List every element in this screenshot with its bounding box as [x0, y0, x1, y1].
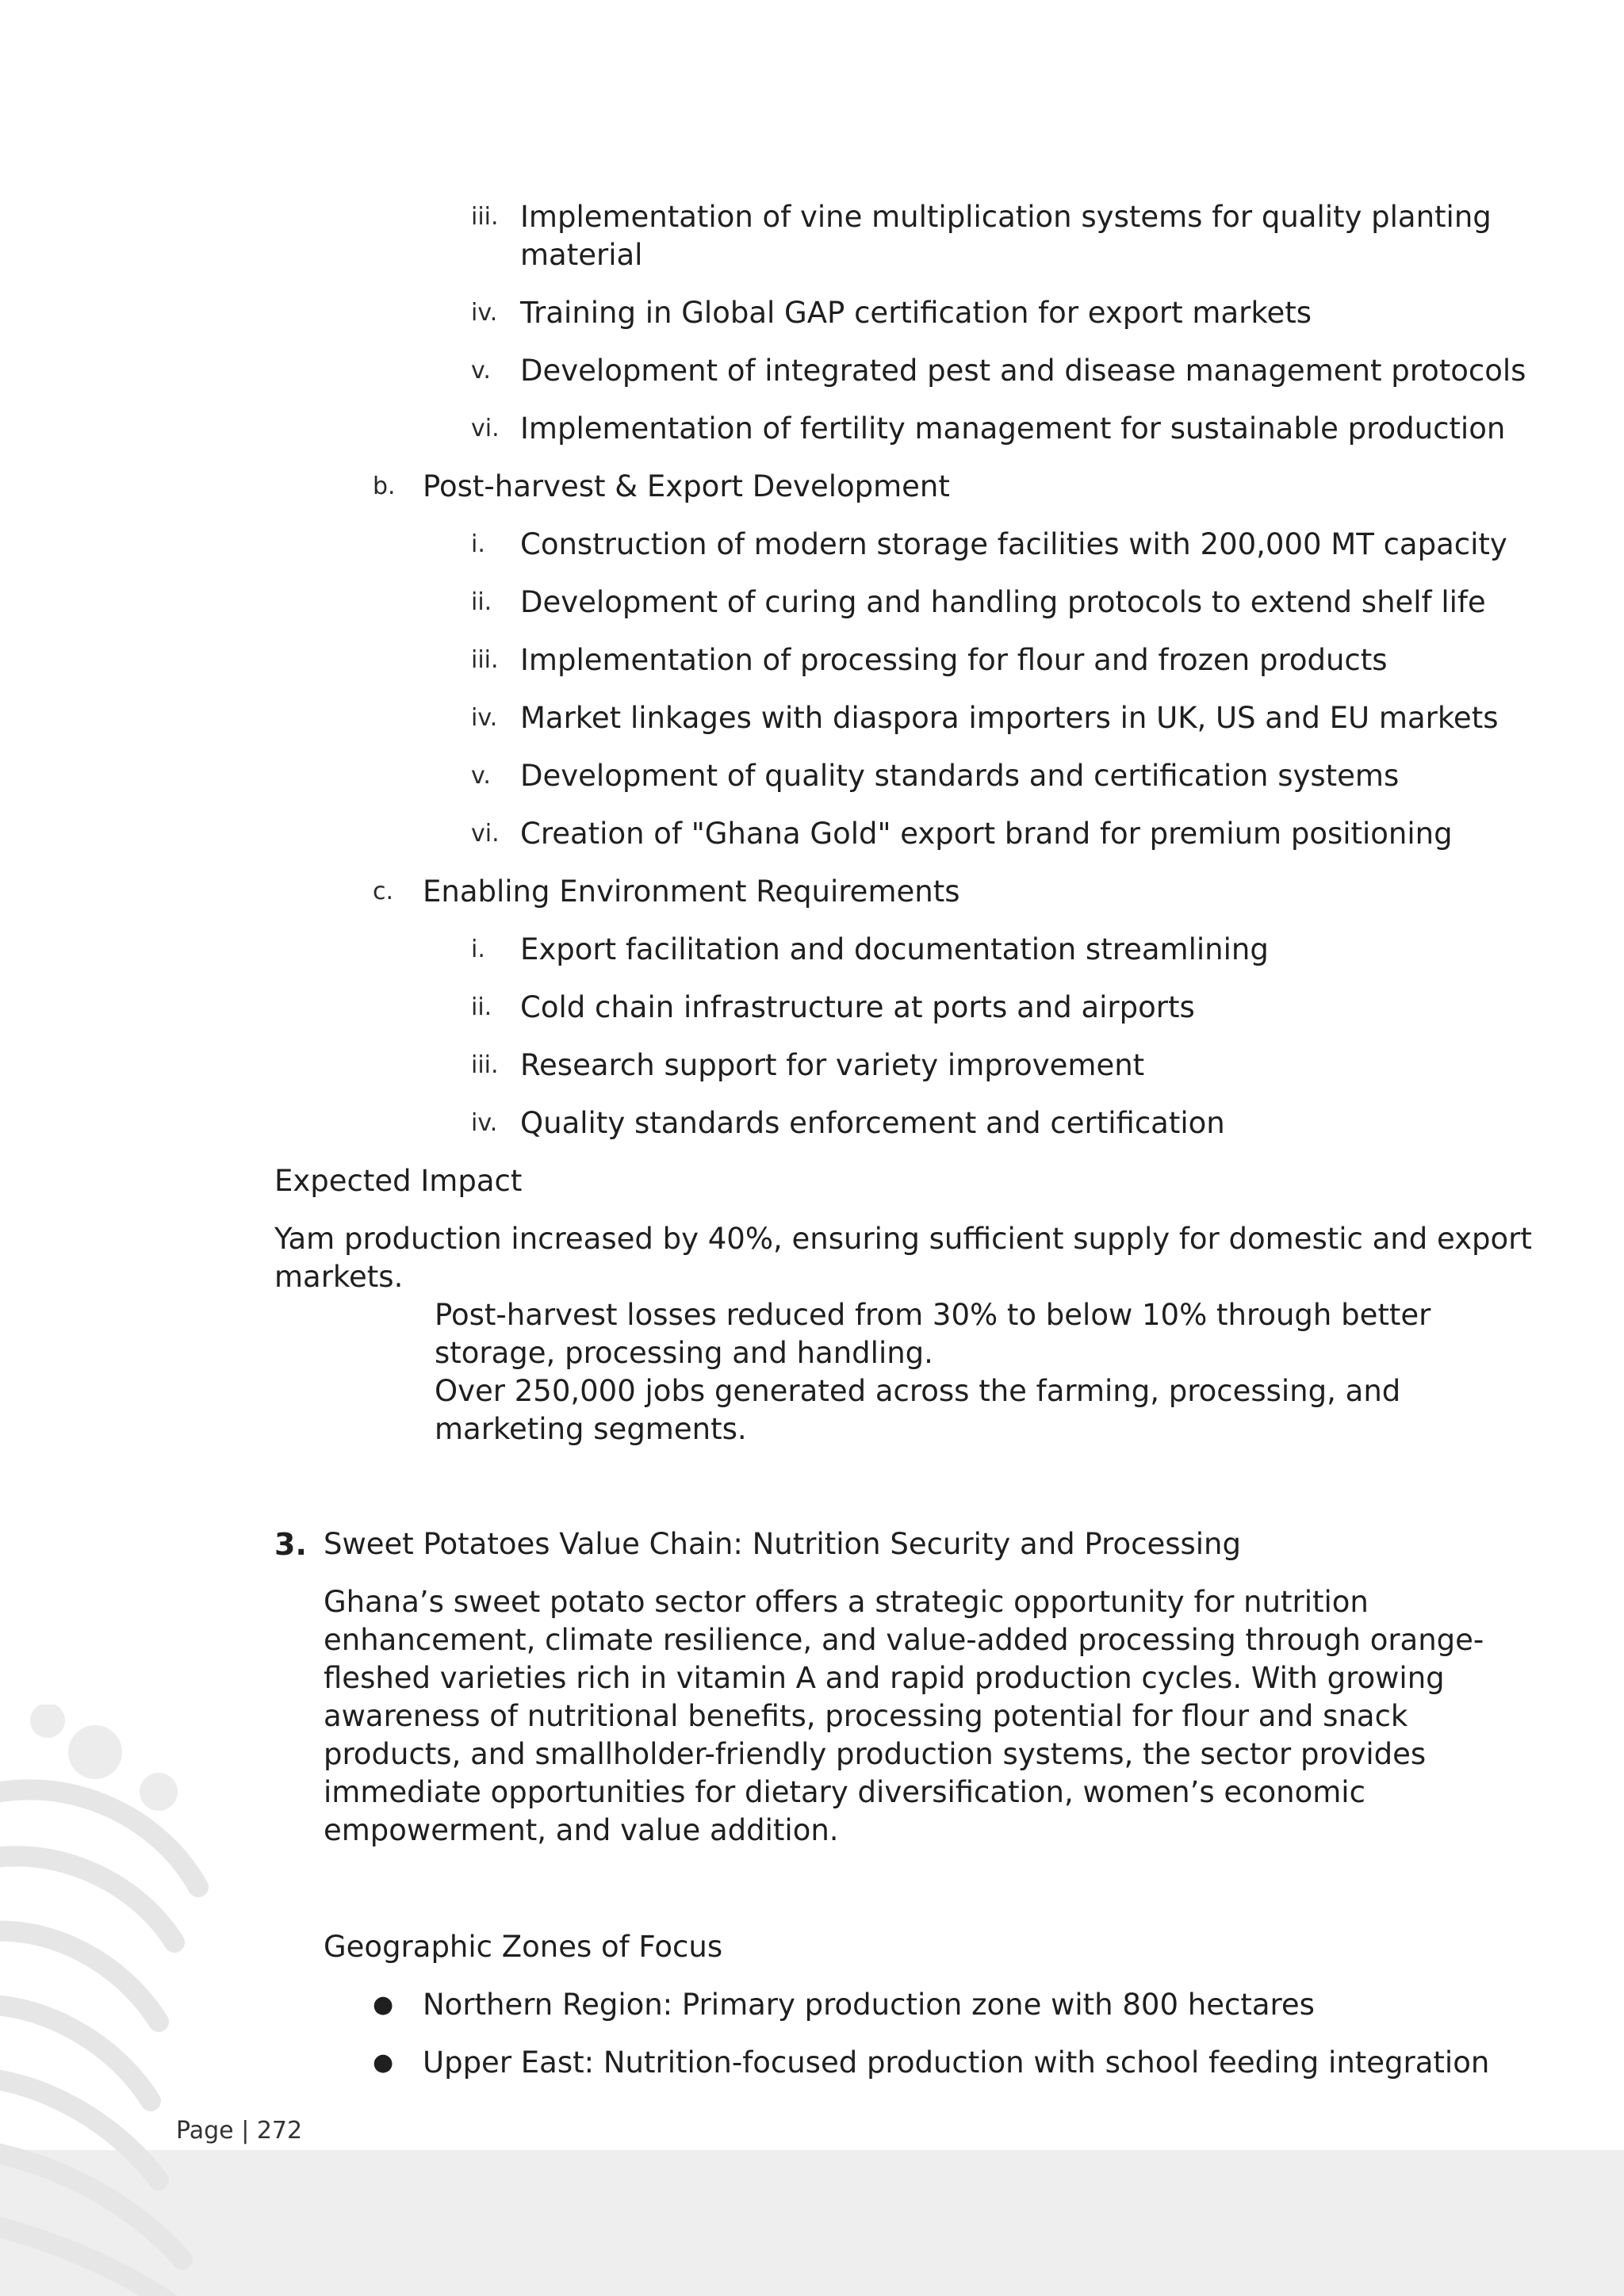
list-marker: i.: [471, 530, 485, 558]
footer-band: [0, 2150, 1624, 2296]
list-marker: ii.: [471, 993, 492, 1021]
section-title: Post-harvest & Export Development: [423, 469, 950, 503]
section-number: 3.: [274, 1527, 307, 1562]
list-item: Implementation of processing for flour and frozen products: [520, 643, 1388, 677]
impact-line: storage, processing and handling.: [435, 1336, 933, 1370]
paragraph-line: immediate opportunities for dietary diversification, women’s economic: [324, 1775, 1365, 1809]
page-number: 272: [256, 2117, 303, 2145]
list-marker: iv.: [471, 299, 498, 327]
list-marker: iv.: [471, 704, 498, 732]
impact-line: markets.: [274, 1260, 404, 1294]
impact-line: Yam production increased by 40%, ensuring sufficient supply for domestic and export: [274, 1222, 1532, 1256]
bullet-item: Upper East: Nutrition-focused production with school feeding integration: [423, 2045, 1490, 2080]
page-separator: |: [241, 2117, 250, 2145]
paragraph-line: enhancement, climate resilience, and value-added processing through orange-: [324, 1623, 1484, 1657]
list-marker: iii.: [471, 203, 499, 231]
list-marker: v.: [471, 762, 491, 790]
list-item: Development of curing and handling protocols to extend shelf life: [520, 585, 1486, 619]
list-item: Development of integrated pest and disease management protocols: [520, 354, 1526, 388]
list-marker: vi.: [471, 415, 500, 442]
section-title: Enabling Environment Requirements: [423, 874, 960, 909]
bullet-item: Northern Region: Primary production zone with 800 hectares: [423, 1988, 1315, 2022]
list-item: Quality standards enforcement and certification: [520, 1106, 1225, 1140]
section-marker: c.: [373, 878, 394, 905]
bullet-icon: ●: [373, 1991, 394, 2019]
list-item: Creation of "Ghana Gold" export brand for premium positioning: [520, 817, 1453, 851]
list-item: Export facilitation and documentation streamlining: [520, 932, 1269, 966]
zones-heading: Geographic Zones of Focus: [324, 1930, 723, 1964]
list-item: Implementation of vine multiplication systems for quality planting: [520, 200, 1492, 234]
list-item: Market linkages with diaspora importers in UK, US and EU markets: [520, 701, 1499, 735]
list-item-continuation: material: [520, 238, 643, 272]
impact-line: Post-harvest losses reduced from 30% to below 10% through better: [435, 1298, 1431, 1332]
list-marker: iv.: [471, 1109, 498, 1137]
list-item: Cold chain infrastructure at ports and airports: [520, 990, 1195, 1024]
list-marker: vi.: [471, 820, 500, 848]
list-marker: i.: [471, 936, 485, 963]
impact-line: Over 250,000 jobs generated across the farming, processing, and: [435, 1374, 1401, 1408]
paragraph-line: Ghana’s sweet potato sector offers a strategic opportunity for nutrition: [324, 1585, 1369, 1619]
list-item: Implementation of fertility management for sustainable production: [520, 411, 1506, 446]
paragraph-line: fleshed varieties rich in vitamin A and rapid production cycles. With growing: [324, 1661, 1445, 1695]
section-marker: b.: [373, 473, 396, 500]
bullet-icon: ●: [373, 2049, 394, 2076]
list-item: Research support for variety improvement: [520, 1048, 1145, 1082]
paragraph-line: awareness of nutritional benefits, processing potential for flour and snack: [324, 1699, 1408, 1733]
seal-watermark: [0, 1705, 238, 2296]
page-label: Page: [176, 2117, 234, 2145]
page-footer: [176, 2112, 302, 2150]
list-item: Development of quality standards and certification systems: [520, 759, 1400, 793]
section-heading: Sweet Potatoes Value Chain: Nutrition Security and Processing: [324, 1527, 1241, 1561]
impact-line: marketing segments.: [435, 1412, 747, 1446]
list-marker: iii.: [471, 646, 499, 674]
paragraph-line: empowerment, and value addition.: [324, 1813, 839, 1847]
list-marker: iii.: [471, 1051, 499, 1079]
list-item: Training in Global GAP certification for export markets: [520, 296, 1312, 330]
list-marker: ii.: [471, 588, 492, 616]
impact-heading: Expected Impact: [274, 1164, 523, 1198]
paragraph-line: products, and smallholder-friendly production systems, the sector provides: [324, 1737, 1427, 1771]
list-marker: v.: [471, 357, 491, 385]
list-item: Construction of modern storage facilities with 200,000 MT capacity: [520, 527, 1507, 561]
